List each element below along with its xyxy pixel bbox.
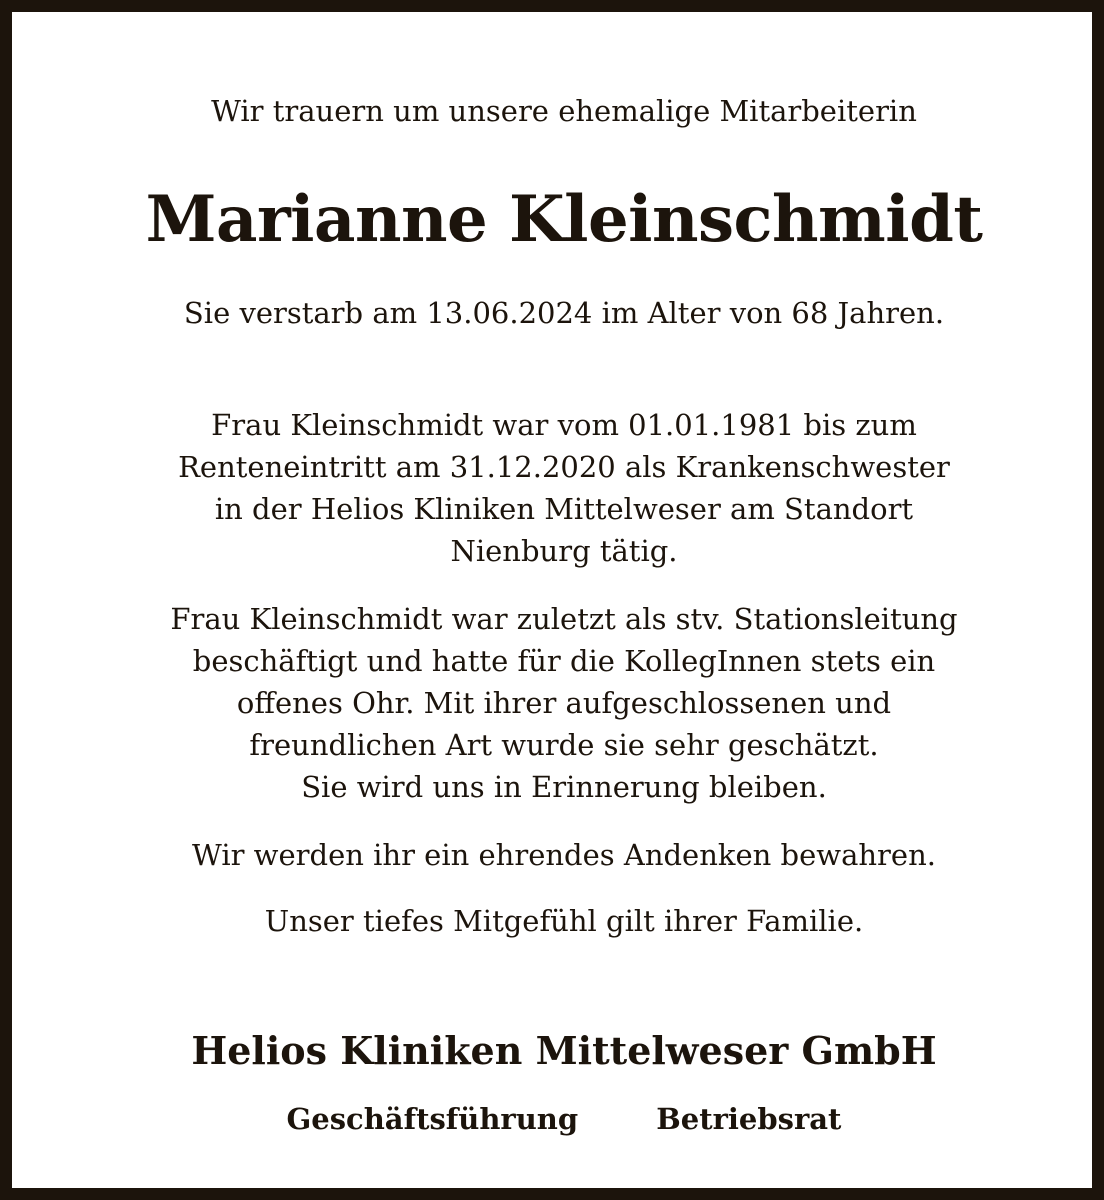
- paragraph-line: offenes Ohr. Mit ihrer aufgeschlossenen und: [236, 686, 892, 720]
- signer-works-council: Betriebsrat: [656, 1102, 842, 1136]
- obituary-notice: [24, 24, 1104, 1200]
- paragraph-line: Unser tiefes Mitgefühl gilt ihrer Familie.: [264, 904, 864, 938]
- paragraph-line: Renteneintritt am 31.12.2020 als Krankenschwester: [178, 450, 950, 484]
- deceased-name: Marianne Kleinschmidt: [145, 182, 983, 257]
- company-name: Helios Kliniken Mittelweser GmbH: [191, 1028, 937, 1073]
- signers-row: [24, 1102, 1104, 1136]
- paragraph-line: Frau Kleinschmidt war vom 01.01.1981 bis zum: [211, 408, 917, 442]
- paragraph-line: freundlichen Art wurde sie sehr geschätzt.: [249, 728, 879, 762]
- paragraph-line: Wir werden ihr ein ehrendes Andenken bewahren.: [192, 838, 936, 872]
- remembrance-line: [24, 834, 1104, 876]
- paragraph-line: Frau Kleinschmidt war zuletzt als stv. Stationsleitung: [170, 602, 958, 636]
- tribute-paragraph: [24, 598, 1104, 808]
- paragraph-line: beschäftigt und hatte für die KollegInnen stets ein: [192, 644, 936, 678]
- condolence-line: [24, 900, 1104, 942]
- paragraph-line: Nienburg tätig.: [450, 534, 678, 568]
- death-date-line: Sie verstarb am 13.06.2024 im Alter von 68 Jahren.: [183, 296, 945, 330]
- paragraph-line: Sie wird uns in Erinnerung bleiben.: [301, 770, 827, 804]
- intro-line: Wir trauern um unsere ehemalige Mitarbeiterin: [211, 94, 917, 128]
- employment-paragraph: [24, 404, 1104, 572]
- signer-management: Geschäftsführung: [286, 1102, 579, 1136]
- paragraph-line: in der Helios Kliniken Mittelweser am Standort: [214, 492, 914, 526]
